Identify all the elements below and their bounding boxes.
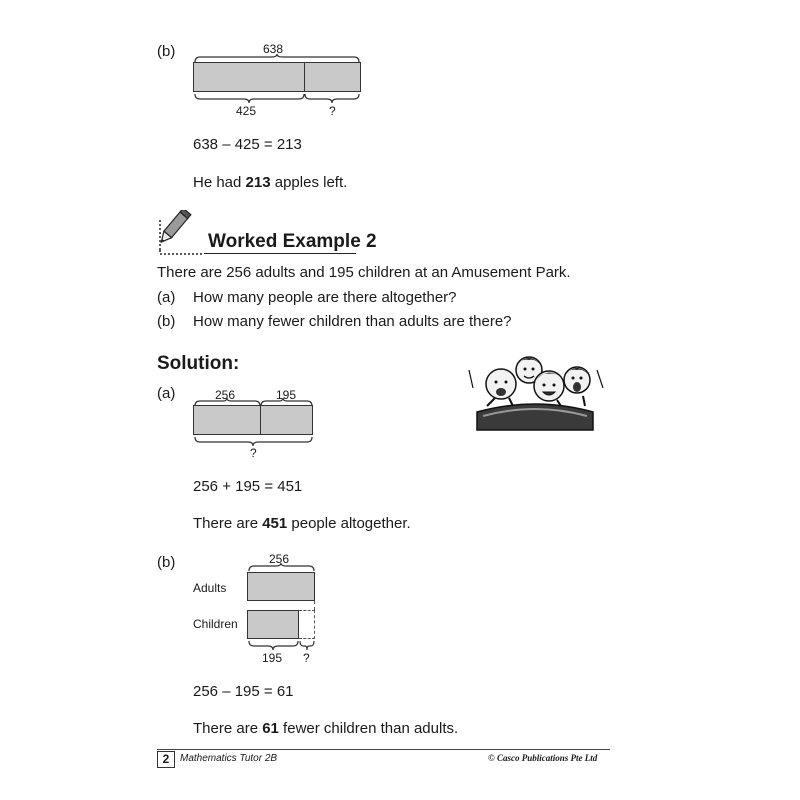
title-underline <box>204 253 356 254</box>
combined-bar <box>193 405 313 435</box>
answer-sentence: He had 213 apples left. <box>193 174 348 191</box>
solution-a-label: (a) <box>157 385 176 402</box>
adults-value: 256 <box>269 552 290 566</box>
difference-dashed-box <box>299 610 315 639</box>
question-b-text: How many fewer children than adults are there? <box>193 313 512 330</box>
segment2-value: 195 <box>276 388 297 402</box>
part2-label: ? <box>329 104 336 118</box>
problem-intro: There are 256 adults and 195 children at an Amusement Park. <box>157 264 571 281</box>
adults-label: Adults <box>193 581 227 595</box>
bar-divider <box>304 62 305 92</box>
adults-bar <box>247 572 315 601</box>
solution-a-answer: There are 451 people altogether. <box>193 515 411 532</box>
children-label: Children <box>193 617 238 631</box>
page-number: 2 <box>157 751 175 768</box>
children-braces <box>248 640 316 650</box>
part-label: (b) <box>157 43 176 60</box>
bottom-brace <box>194 93 360 103</box>
children-illustration <box>465 340 605 432</box>
question-a-text: How many people are there altogether? <box>193 289 457 306</box>
difference-unknown: ? <box>303 651 310 665</box>
bar-divider <box>260 405 261 435</box>
pencil-icon <box>158 210 206 256</box>
children-bar <box>247 610 299 639</box>
part1-label: 425 <box>236 104 257 118</box>
bar-model <box>193 62 361 92</box>
bottom-brace <box>194 436 314 446</box>
section-title: Worked Example 2 <box>208 231 377 252</box>
solution-b-label: (b) <box>157 554 176 571</box>
equation: 638 – 425 = 213 <box>193 136 302 153</box>
total-unknown: ? <box>250 446 257 460</box>
publisher: © Casco Publications Pte Ltd <box>488 753 598 763</box>
solution-heading: Solution: <box>157 353 240 374</box>
total-label: 638 <box>263 42 284 56</box>
book-title: Mathematics Tutor 2B <box>180 753 278 764</box>
children-value: 195 <box>262 651 283 665</box>
footer-rule <box>157 749 610 750</box>
question-a-label: (a) <box>157 289 176 306</box>
solution-b-equation: 256 – 195 = 61 <box>193 683 294 700</box>
solution-b-answer: There are 61 fewer children than adults. <box>193 720 459 737</box>
segment1-value: 256 <box>215 388 236 402</box>
adults-brace <box>248 564 316 572</box>
dashed-guide <box>314 601 315 610</box>
question-b-label: (b) <box>157 313 176 330</box>
solution-a-equation: 256 + 195 = 451 <box>193 478 303 495</box>
